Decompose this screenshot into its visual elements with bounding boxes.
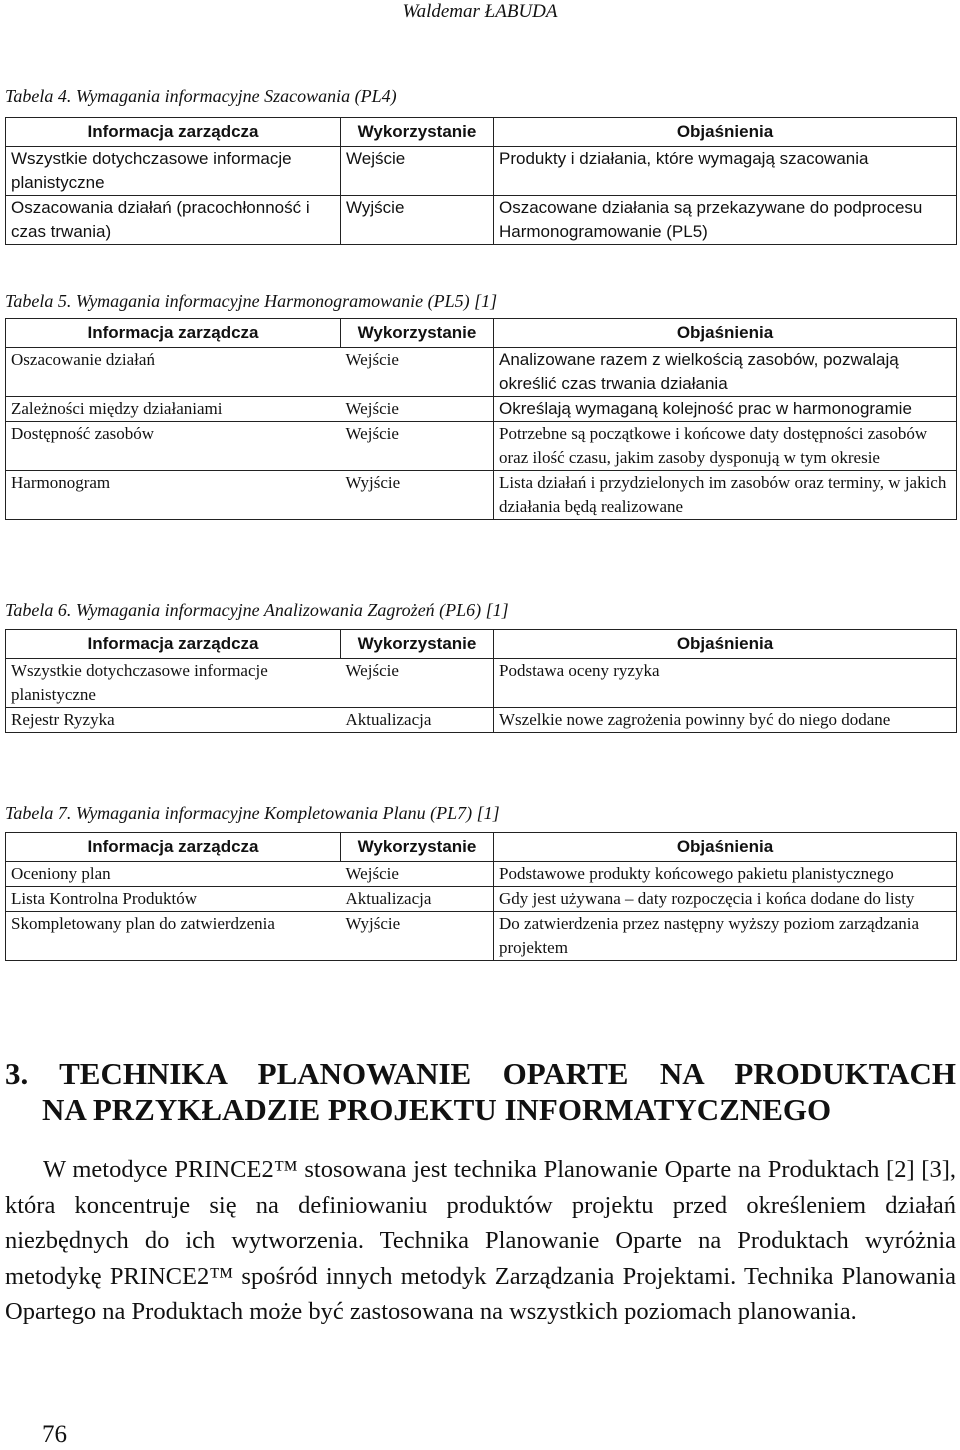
row-use: Aktualizacja [341, 708, 494, 733]
table7-col-note: Objaśnienia [494, 833, 957, 862]
row-info: Zależności między działaniami [6, 397, 341, 422]
table-row [6, 708, 957, 733]
table7-col-use: Wykorzystanie [341, 833, 494, 862]
row-info: Harmonogram [6, 471, 341, 520]
row-use: Wejście [341, 862, 494, 887]
row-note-text: Określają wymaganą kolejność prac w harmonogramie [499, 399, 912, 418]
section-heading [5, 1056, 956, 1128]
table-row [6, 147, 957, 196]
section-title-line1: TECHNIKA PLANOWANIE OPARTE NA PRODUKTACH [59, 1056, 956, 1091]
row-note [494, 397, 957, 422]
section-title-line2: NA PRZYKŁADZIE PROJEKTU INFORMATYCZNEGO [42, 1092, 832, 1127]
table6 [5, 629, 957, 733]
table-row [6, 912, 957, 961]
row-info: Oceniony plan [6, 862, 341, 887]
table4-header-row [6, 118, 957, 147]
table-row [6, 348, 957, 397]
table7-col-info: Informacja zarządcza [6, 833, 341, 862]
row-note: Wszelkie nowe zagrożenia powinny być do niego dodane [494, 708, 957, 733]
table7-caption: Tabela 7. Wymagania informacyjne Kompletowania Planu (PL7) [1] [5, 803, 500, 823]
row-note: Gdy jest używana – daty rozpoczęcia i końca dodane do listy [494, 887, 957, 912]
table6-header-row [6, 630, 957, 659]
row-info: Skompletowany plan do zatwierdzenia [6, 912, 341, 961]
row-note: Lista działań i przydzielonych im zasobów oraz terminy, w jakich działania będą realizowane [494, 471, 957, 520]
row-note [494, 348, 957, 397]
row-use: Wejście [341, 397, 494, 422]
row-info: Dostępność zasobów [6, 422, 341, 471]
row-use: Wejście [341, 659, 494, 708]
table5-header-row [6, 319, 957, 348]
row-info: Wszystkie dotychczasowe informacje planistyczne [6, 659, 341, 708]
table-row [6, 397, 957, 422]
table4-col-note: Objaśnienia [494, 118, 957, 147]
table5-col-note: Objaśnienia [494, 319, 957, 348]
row-use: Wejście [341, 147, 494, 196]
table5-col-use: Wykorzystanie [341, 319, 494, 348]
row-info: Oszacowanie działań [6, 348, 341, 397]
table6-col-use: Wykorzystanie [341, 630, 494, 659]
table7-header-row [6, 833, 957, 862]
row-use: Wyjście [341, 471, 494, 520]
table4-caption: Tabela 4. Wymagania informacyjne Szacowania (PL4) [5, 86, 397, 106]
row-note: Podstawowe produkty końcowego pakietu planistycznego [494, 862, 957, 887]
table4-col-use: Wykorzystanie [341, 118, 494, 147]
table-row [6, 422, 957, 471]
row-note-text: Analizowane razem z wielkością zasobów, pozwalają określić czas trwania działania [499, 350, 899, 393]
running-header: Waldemar ŁABUDA [402, 1, 558, 22]
row-use: Aktualizacja [341, 887, 494, 912]
table-row [6, 887, 957, 912]
table6-col-info: Informacja zarządcza [6, 630, 341, 659]
table6-caption: Tabela 6. Wymagania informacyjne Analizowania Zagrożeń (PL6) [1] [5, 600, 509, 620]
row-note: Potrzebne są początkowe i końcowe daty dostępności zasobów oraz ilość czasu, jakim zasoby dysponują w tym okresie [494, 422, 957, 471]
table5-caption: Tabela 5. Wymagania informacyjne Harmonogramowanie (PL5) [1] [5, 291, 498, 311]
table-row [6, 196, 957, 245]
row-use: Wejście [341, 348, 494, 397]
row-info: Rejestr Ryzyka [6, 708, 341, 733]
table6-col-note: Objaśnienia [494, 630, 957, 659]
row-note: Oszacowane działania są przekazywane do podprocesu Harmonogramowanie (PL5) [494, 196, 957, 245]
table-row [6, 471, 957, 520]
section-heading-line1 [5, 1056, 956, 1092]
row-info: Oszacowania działań (pracochłonność i czas trwania) [6, 196, 341, 245]
row-info: Wszystkie dotychczasowe informacje planistyczne [6, 147, 341, 196]
section-number: 3. [5, 1056, 29, 1091]
row-use: Wyjście [341, 196, 494, 245]
table-row [6, 862, 957, 887]
row-use: Wejście [341, 422, 494, 471]
table4 [5, 117, 957, 245]
table-row [6, 659, 957, 708]
table4-col-info: Informacja zarządcza [6, 118, 341, 147]
row-note: Produkty i działania, które wymagają szacowania [494, 147, 957, 196]
row-info: Lista Kontrolna Produktów [6, 887, 341, 912]
row-note: Do zatwierdzenia przez następny wyższy poziom zarządzania projektem [494, 912, 957, 961]
table5 [5, 318, 957, 520]
section-paragraph: W metodyce PRINCE2™ stosowana jest technika Planowanie Oparte na Produktach [2] [3], która koncentruje się na definiowaniu produktów projektu przed określeniem działań niezbędnych do ich wytworzenia. Technika Planowanie Oparte na Produktach wyróżnia metodykę PRINCE2™ spośród innych metodyk Zarządzania Projektami. Technika Planowania Opartego na Produktach może być zastosowana na wszystkich poziomach planowania. [5, 1156, 956, 1325]
table7 [5, 832, 957, 961]
row-note: Podstawa oceny ryzyka [494, 659, 957, 708]
table5-col-info: Informacja zarządcza [6, 319, 341, 348]
page-number: 76 [42, 1421, 67, 1448]
row-use: Wyjście [341, 912, 494, 961]
